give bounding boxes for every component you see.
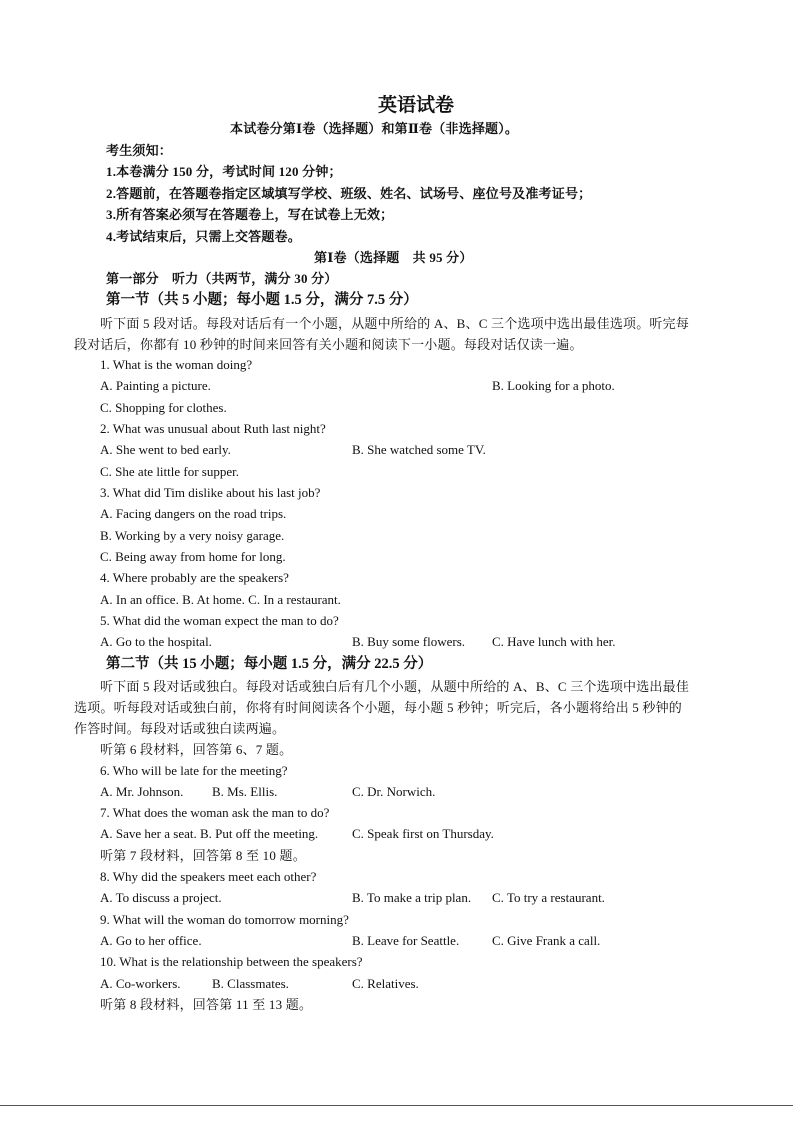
option-b: B. Classmates. (212, 976, 289, 991)
question-stem: 3. What did Tim dislike about his last job? (100, 485, 321, 500)
option-a: A. She went to bed early. (100, 442, 231, 457)
question-stem: 7. What does the woman ask the man to do? (100, 805, 330, 820)
option-a: A. Go to her office. (100, 933, 202, 948)
option-b: B. Looking for a photo. (492, 378, 615, 393)
instruction-text: 选项。听每段对话或独白前，你将有时间阅读各个小题，每小题 5 秒钟；听完后，各小题将给出 5 秒钟的 (74, 700, 683, 715)
page-bottom-divider (0, 1105, 793, 1106)
volume-heading: 第Ⅰ卷（选择题 共 95 分） (314, 250, 473, 265)
question-stem: 10. What is the relationship between the speakers? (100, 954, 363, 969)
option-c: C. Give Frank a call. (492, 933, 601, 948)
option-a: A. Go to the hospital. (100, 634, 212, 649)
option-a: A. To discuss a project. (100, 890, 222, 905)
question-stem: 4. Where probably are the speakers? (100, 570, 289, 585)
question-stem: 6. Who will be late for the meeting? (100, 763, 288, 778)
question-stem: 9. What will the woman do tomorrow morning? (100, 912, 349, 927)
option-c: C. Relatives. (352, 976, 419, 991)
option-a: A. Co-workers. (100, 976, 181, 991)
question-stem: 8. Why did the speakers meet each other? (100, 869, 317, 884)
option-c: C. Speak first on Thursday. (352, 826, 494, 841)
question-stem: 2. What was unusual about Ruth last night? (100, 421, 326, 436)
section-heading: 第二节（共 15 小题；每小题 1.5 分，满分 22.5 分） (106, 656, 433, 672)
notice-heading: 考生须知： (106, 143, 173, 158)
question-stem: 5. What did the woman expect the man to do? (100, 613, 339, 628)
question-stem: 1. What is the woman doing? (100, 357, 253, 372)
material-note: 听第 7 段材料，回答第 8 至 10 题。 (100, 848, 306, 863)
option-c: C. Dr. Norwich. (352, 784, 436, 799)
option-c: C. Being away from home for long. (100, 549, 286, 564)
option-c: C. Shopping for clothes. (100, 400, 227, 415)
paper-subtitle: 本试卷分第Ⅰ卷（选择题）和第Ⅱ卷（非选择题）。 (230, 121, 519, 136)
option-b: B. Leave for Seattle. (352, 933, 460, 948)
notice-item: 4.考试结束后，只需上交答题卷。 (106, 229, 301, 244)
options-abc: A. In an office. B. At home. C. In a restaurant. (100, 592, 341, 607)
part-heading: 第一部分 听力（共两节，满分 30 分） (106, 271, 338, 286)
option-b: B. Working by a very noisy garage. (100, 528, 285, 543)
option-b: B. She watched some TV. (352, 442, 486, 457)
instruction-text: 听下面 5 段对话或独白。每段对话或独白后有几个小题，从题中所给的 A、B、C 三个选项中选出最佳 (100, 679, 690, 694)
option-b: B. Ms. Ellis. (212, 784, 278, 799)
notice-item: 1.本卷满分 150 分，考试时间 120 分钟； (106, 164, 342, 179)
instruction-text: 听下面 5 段对话。每段对话后有一个小题，从题中所给的 A、B、C 三个选项中选出最佳选项。听完每 (100, 316, 690, 331)
option-a: A. Facing dangers on the road trips. (100, 506, 287, 521)
material-note: 听第 6 段材料，回答第 6、7 题。 (100, 742, 293, 757)
page-title: 英语试卷 (378, 95, 455, 116)
instruction-text: 段对话后，你都有 10 秒钟的时间来回答有关小题和阅读下一小题。每段对话仅读一遍。 (74, 337, 583, 352)
option-c: C. Have lunch with her. (492, 634, 616, 649)
option-c: C. To try a restaurant. (492, 890, 605, 905)
section-heading: 第一节（共 5 小题；每小题 1.5 分，满分 7.5 分） (106, 292, 418, 308)
option-a: A. Mr. Johnson. (100, 784, 184, 799)
notice-item: 2.答题前，在答题卷指定区域填写学校、班级、姓名、试场号、座位号及准考证号； (106, 186, 592, 201)
options-ab: A. Save her a seat. B. Put off the meeting. (100, 826, 319, 841)
option-a: A. Painting a picture. (100, 378, 211, 393)
option-b: B. To make a trip plan. (352, 890, 472, 905)
notice-item: 3.所有答案必须写在答题卷上，写在试卷上无效； (106, 207, 394, 222)
option-c: C. She ate little for supper. (100, 464, 240, 479)
material-note: 听第 8 段材料，回答第 11 至 13 题。 (100, 997, 313, 1012)
option-b: B. Buy some flowers. (352, 634, 466, 649)
instruction-text: 作答时间。每段对话或独白读两遍。 (74, 721, 286, 736)
